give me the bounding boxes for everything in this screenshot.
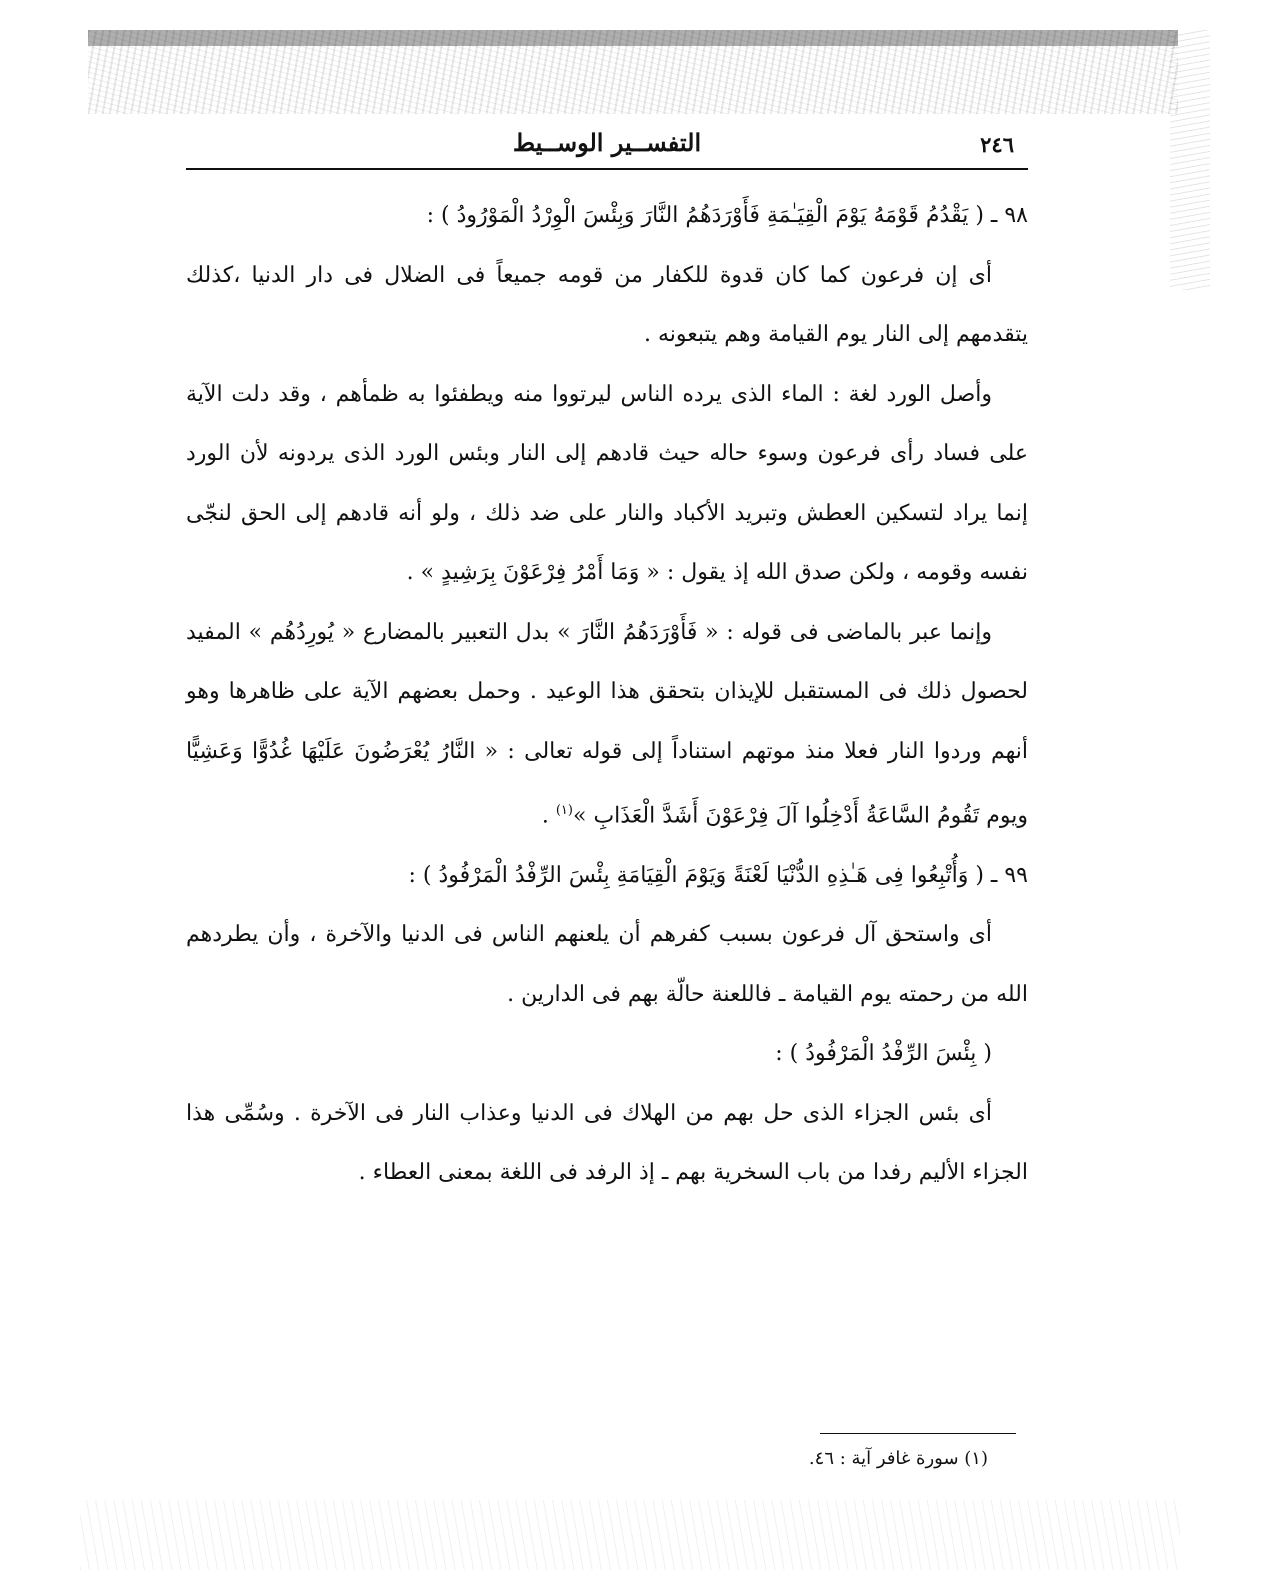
- page-header: [186, 120, 1028, 170]
- scan-noise-right: [1170, 30, 1210, 290]
- footnote-reference: (١): [555, 803, 573, 818]
- paragraph-5: أى بئس الجزاء الذى حل بهم من الهلاك فى الدنيا وعذاب النار فى الآخرة . وسُمِّى هذا الجزاء الأليم رفدا من باب السخرية بهم ـ إذ الرفد فى اللغة بمعنى العطاء .: [186, 1100, 1028, 1186]
- scan-noise-bottom: [80, 1500, 1180, 1570]
- footnote: (١) سورة غافر آية : ٤٦.: [808, 1448, 988, 1469]
- header-rule: [186, 168, 1028, 170]
- running-title: التفســير الوســيط: [512, 128, 702, 157]
- paragraph-1: أى إن فرعون كما كان قدوة للكفار من قومه جميعاً فى الضلال فى دار الدنيا ،كذلك يتقدمهم إلى النار يوم القيامة وهم يتبعونه .: [186, 262, 1028, 347]
- paragraph-2: وأصل الورد لغة : الماء الذى يرده الناس ليرتووا منه ويطفئوا به ظمأهم ، وقد دلت الآية على فساد رأى فرعون وسوء حاله حيث قادهم إلى النار وبئس الورد الذى يردونه لأن الورد إنما يراد لتسكين العطش وتبريد الأكباد والنار على ضد ذلك ، ولو أنه قادهم إلى الحق لنجّى نفسه وقومه ، ولكن صدق الله إذ يقول : « وَمَا أَمْرُ فِرْعَوْنَ بِرَشِيدٍ » .: [186, 381, 1028, 585]
- paragraph-4: أى واستحق آل فرعون بسبب كفرهم أن يلعنهم الناس فى الدنيا والآخرة ، وأن يطردهم الله من رحمته يوم القيامة ـ فاللعنة حالّة بهم فى الدارين .: [186, 922, 1028, 1007]
- paragraph-3: [186, 603, 1028, 846]
- page-number: ٢٤٦: [980, 132, 1014, 157]
- body-text: [186, 186, 1028, 1203]
- paragraph-3-text: وإنما عبر بالماضى فى قوله : « فَأَوْرَدَهُمُ النَّارَ » بدل التعبير بالمضارع « يُورِدُهُم » المفيد لحصول ذلك فى المستقبل للإيذان بتحقق هذا الوعيد . وحمل بعضهم الآية على ظاهرها وهو أنهم وردوا النار فعلا منذ موتهم استناداً إلى قوله تعالى : « النَّارُ يُعْرَضُونَ عَلَيْهَا غُدُوًّا وَعَشِيًّا ويوم تَقُومُ السَّاعَةُ أَدْخِلُوا آلَ فِرْعَوْنَ أَشَدَّ الْعَذَابِ »: [186, 619, 1028, 829]
- paragraph-3-end: .: [541, 803, 549, 829]
- verse-98-heading: ٩٨ ـ ( يَقْدُمُ قَوْمَهُ يَوْمَ الْقِيَـٰمَةِ فَأَوْرَدَهُمُ النَّارَ وَبِئْسَ الْوِرْدُ الْمَوْرُودُ ) :: [426, 203, 1028, 228]
- footnote-rule: [820, 1433, 1016, 1434]
- phrase-heading: ( بِئْسَ الرِّفْدُ الْمَرْفُودُ ) :: [775, 1041, 992, 1067]
- verse-99-heading: ٩٩ ـ ( وَأُتْبِعُوا فِى هَـٰذِهِ الدُّنْيَا لَعْنَةً وَيَوْمَ الْقِيَامَةِ بِئْسَ الرِّفْدُ الْمَرْفُودُ ) :: [408, 862, 1028, 888]
- scan-noise-top: [88, 30, 1178, 114]
